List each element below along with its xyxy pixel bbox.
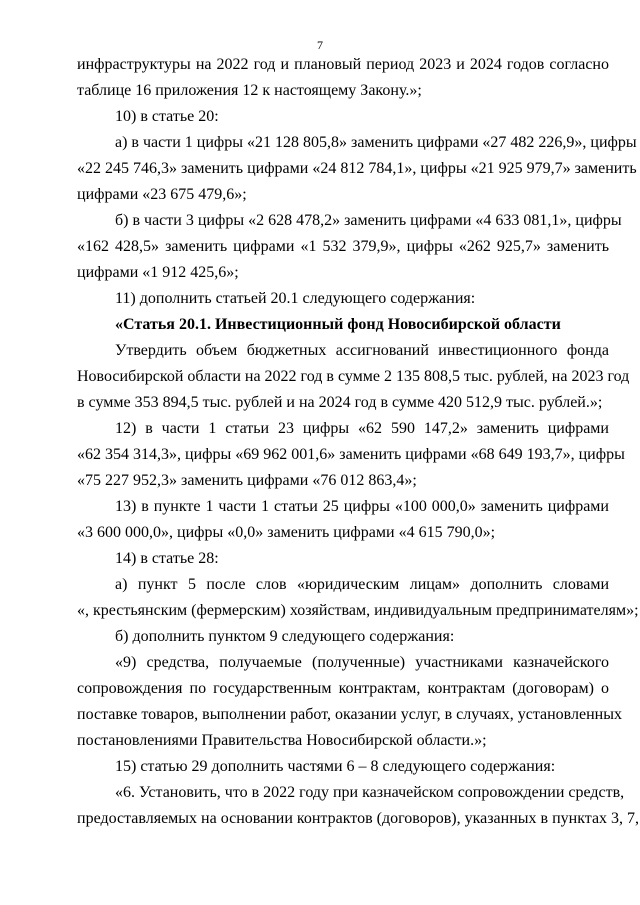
text-line: инфраструктуры на 2022 год и плановый период 2023 и 2024 годов согласно (77, 56, 609, 73)
text-line: 11) дополнить статьей 20.1 следующего содержания: (115, 290, 476, 307)
paragraph (77, 624, 609, 650)
text-line: 12) в части 1 статьи 23 цифры «62 590 147,2» заменить цифрами (115, 420, 609, 437)
text-line: Новосибирской области на 2022 год в сумме 2 135 808,5 тыс. рублей, на 2023 год (77, 368, 630, 385)
text-line: б) дополнить пунктом 9 следующего содержания: (115, 628, 455, 645)
paragraph (77, 494, 609, 546)
text-line: Утвердить объем бюджетных ассигнований инвестиционного фонда (115, 342, 609, 359)
text-line: 14) в статье 28: (115, 550, 219, 567)
paragraph (77, 104, 609, 130)
document-body (77, 52, 640, 832)
text-line: «, крестьянским (фермерским) хозяйствам, индивидуальным предпринимателям»; (77, 602, 639, 619)
paragraph (77, 286, 609, 312)
text-line: «162 428,5» заменить цифрами «1 532 379,9», цифры «262 925,7» заменить (77, 238, 609, 255)
paragraph (77, 650, 622, 754)
text-line: поставке товаров, выполнении работ, оказании услуг, в случаях, установленных (77, 706, 622, 723)
paragraph (77, 572, 639, 624)
text-line: в сумме 353 894,5 тыс. рублей и на 2024 год в сумме 420 512,9 тыс. рублей.»; (77, 394, 603, 411)
text-line: 15) статью 29 дополнить частями 6 – 8 следующего содержания: (115, 758, 556, 775)
paragraph (77, 416, 625, 494)
text-line: цифрами «1 912 425,6»; (77, 264, 239, 281)
text-line: «62 354 314,3», цифры «69 962 001,6» заменить цифрами «68 649 193,7», цифры (77, 446, 625, 463)
text-line: «6. Установить, что в 2022 году при казначейском сопровождении средств, (115, 784, 625, 801)
page-number: 7 (317, 38, 323, 52)
paragraph (77, 780, 640, 832)
text-line: а) в части 1 цифры «21 128 805,8» заменить цифрами «27 482 226,9», цифры (115, 134, 637, 151)
text-line: «Статья 20.1. Инвестиционный фонд Новосибирской области (115, 316, 561, 333)
paragraph (77, 208, 622, 286)
text-line: «22 245 746,3» заменить цифрами «24 812 784,1», цифры «21 925 979,7» заменить (77, 160, 637, 177)
paragraph (77, 312, 609, 338)
text-line: 10) в статье 20: (115, 108, 219, 125)
text-line: сопровождения по государственным контрактам, контрактам (договорам) о (77, 680, 609, 697)
text-line: «75 227 952,3» заменить цифрами «76 012 863,4»; (77, 472, 417, 489)
text-line: а) пункт 5 после слов «юридическим лицам» дополнить словами (115, 576, 609, 593)
paragraph (77, 130, 637, 208)
paragraph (77, 754, 609, 780)
text-line: «3 600 000,0», цифры «0,0» заменить цифрами «4 615 790,0»; (77, 524, 496, 541)
paragraph (77, 52, 609, 104)
paragraph (77, 546, 609, 572)
text-line: «9) средства, получаемые (полученные) участниками казначейского (115, 654, 609, 671)
paragraph (77, 338, 630, 416)
text-line: 13) в пункте 1 части 1 статьи 25 цифры «100 000,0» заменить цифрами (115, 498, 609, 515)
text-line: цифрами «23 675 479,6»; (77, 186, 247, 203)
text-line: предоставляемых на основании контрактов (договоров), указанных в пунктах 3, 7, (77, 810, 640, 827)
text-line: таблице 16 приложения 12 к настоящему Закону.»; (77, 82, 422, 99)
text-line: постановлениями Правительства Новосибирской области.»; (77, 732, 487, 749)
text-line: б) в части 3 цифры «2 628 478,2» заменить цифрами «4 633 081,1», цифры (115, 212, 622, 229)
